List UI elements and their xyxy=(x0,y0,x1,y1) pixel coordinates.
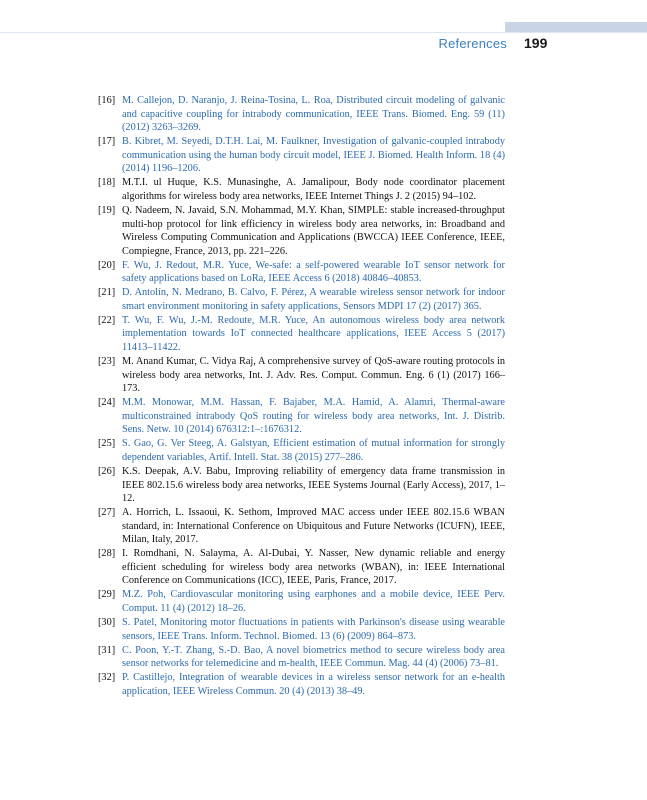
reference-number: [20] xyxy=(98,259,116,271)
reference-link[interactable]: F. Wu, J. Redout, M.R. Yuce, We-safe: a self-powered wearable IoT sensor network for safety applications based on LoRa, IEEE Access 6 (2018) 40846–40853. xyxy=(122,259,505,285)
header-decorative-band xyxy=(505,22,647,32)
reference-link[interactable]: M. Callejon, D. Naranjo, J. Reina-Tosina, L. Roa, Distributed circuit modeling of galvanic and capacitive coupling for intrabody communication, IEEE Trans. Biomed. Eng. 59 (11) (2012) 3263–3269. xyxy=(122,95,505,134)
reference-number: [16] xyxy=(98,95,116,106)
reference-item xyxy=(98,506,505,547)
running-header-title: References xyxy=(438,36,507,51)
reference-item xyxy=(98,547,505,588)
reference-text: I. Romdhani, N. Salayma, A. Al-Dubai, Y. Nasser, New dynamic reliable and energy efficient scheduling for wireless body area networks (WBAN), in: IEEE International Conference on Communications (ICC), IEEE, Paris, France, 2017. xyxy=(122,548,505,587)
reference-item xyxy=(98,286,505,313)
reference-text: M. Anand Kumar, C. Vidya Raj, A comprehensive survey of QoS-aware routing protocols in wireless body area networks, Int. J. Adv. Res. Comput. Commun. Eng. 6 (1) (2017) 166–173. xyxy=(122,356,505,395)
reference-number: [27] xyxy=(98,507,116,519)
reference-item xyxy=(98,588,505,615)
reference-number: [29] xyxy=(98,589,116,601)
reference-number: [30] xyxy=(98,617,116,629)
reference-text: Q. Nadeem, N. Javaid, S.N. Mohammad, M.Y. Khan, SIMPLE: stable increased-throughput multi-hop protocol for link efficiency in wireless body area networks, in: Broadband and Wireless Computing Communication and Applications (BWCCA) IEEE Conference, IEEE, Compiegne, France, 2013, pp. 221–226. xyxy=(122,204,505,257)
reference-item xyxy=(98,94,505,135)
reference-link[interactable]: P. Castillejo, Integration of wearable devices in a wireless sensor network for an e-health application, IEEE Wireless Commun. 20 (4) (2013) 38–49. xyxy=(122,672,505,697)
reference-link[interactable]: S. Patel, Monitoring motor fluctuations in patients with Parkinson's disease using wearable sensors, IEEE Trans. Inform. Technol. Biomed. 13 (6) (2009) 864–873. xyxy=(122,617,505,642)
reference-text: M.T.I. ul Huque, K.S. Munasinghe, A. Jamalipour, Body node coordinator placement algorithms for wireless body area networks, IEEE Internet Things J. 2 (2015) 94–102. xyxy=(122,177,505,202)
reference-link[interactable]: D. Antolín, N. Medrano, B. Calvo, F. Pérez, A wearable wireless sensor network for indoor smart environment monitoring in safety applications, Sensors MDPI 17 (2) (2017) 365. xyxy=(122,287,505,312)
reference-item xyxy=(98,355,505,396)
header-rule xyxy=(0,32,647,33)
reference-number: [23] xyxy=(98,356,116,368)
reference-number: [24] xyxy=(98,397,116,409)
reference-number: [25] xyxy=(98,438,116,450)
reference-number: [31] xyxy=(98,644,116,656)
reference-link[interactable]: C. Poon, Y.-T. Zhang, S.-D. Bao, A novel biometrics method to secure wireless body area sensor networks for telemedicine and m-health, IEEE Commun. Mag. 44 (4) (2006) 73–81. xyxy=(122,644,505,670)
reference-list xyxy=(98,94,505,699)
reference-item xyxy=(98,671,505,698)
reference-number: [19] xyxy=(98,204,116,216)
reference-link[interactable]: M.Z. Poh, Cardiovascular monitoring using earphones and a mobile device, IEEE Perv. Comput. 11 (4) (2012) 18–26. xyxy=(122,589,505,615)
reference-number: [18] xyxy=(98,177,116,189)
reference-link[interactable]: S. Gao, G. Ver Steeg, A. Galstyan, Efficient estimation of mutual information for strongly dependent variables, Artif. Intell. Stat. 38 (2015) 277–286. xyxy=(122,438,505,463)
reference-number: [32] xyxy=(98,672,116,684)
reference-item xyxy=(98,176,505,203)
reference-text: A. Horrich, L. Issaoui, K. Sethom, Improved MAC access under IEEE 802.15.6 WBAN standard, in: International Conference on Ubiquitous and Future Networks (ICUFN), IEEE, Milan, Italy, 2017. xyxy=(122,507,505,546)
reference-number: [17] xyxy=(98,136,116,148)
reference-number: [22] xyxy=(98,314,116,326)
reference-item xyxy=(98,437,505,464)
reference-number: [21] xyxy=(98,287,116,299)
reference-item xyxy=(98,616,505,643)
reference-number: [26] xyxy=(98,465,116,477)
reference-link[interactable]: T. Wu, F. Wu, J.-M. Redoute, M.R. Yuce, An autonomous wireless body area network implementation towards IoT connected healthcare applications, IEEE Access 5 (2017) 11413–11422. xyxy=(122,314,505,354)
reference-link[interactable]: B. Kibret, M. Seyedi, D.T.H. Lai, M. Faulkner, Investigation of galvanic-coupled intrabody communication using the human body circuit model, IEEE J. Biomed. Health Inform. 18 (4) (2014) 1196–1206. xyxy=(122,136,505,175)
reference-item xyxy=(98,135,505,176)
page-number: 199 xyxy=(524,35,548,51)
reference-link[interactable]: M.M. Monowar, M.M. Hassan, F. Bajaber, M.A. Hamid, A. Alamri, Thermal-aware multiconstrained intrabody QoS routing for wireless body area networks, Int. J. Distrib. Sens. Netw. 10 (2014) 676312:1–:1676312. xyxy=(122,397,505,436)
reference-item xyxy=(98,259,505,286)
reference-number: [28] xyxy=(98,548,116,560)
reference-item xyxy=(98,396,505,437)
reference-item xyxy=(98,465,505,506)
reference-item xyxy=(98,204,505,258)
reference-text: K.S. Deepak, A.V. Babu, Improving reliability of emergency data frame transmission in IEEE 802.15.6 wireless body area networks, IEEE Systems Journal (Early Access), 2017, 1–12. xyxy=(122,465,505,505)
reference-item xyxy=(98,644,505,671)
reference-item xyxy=(98,314,505,355)
